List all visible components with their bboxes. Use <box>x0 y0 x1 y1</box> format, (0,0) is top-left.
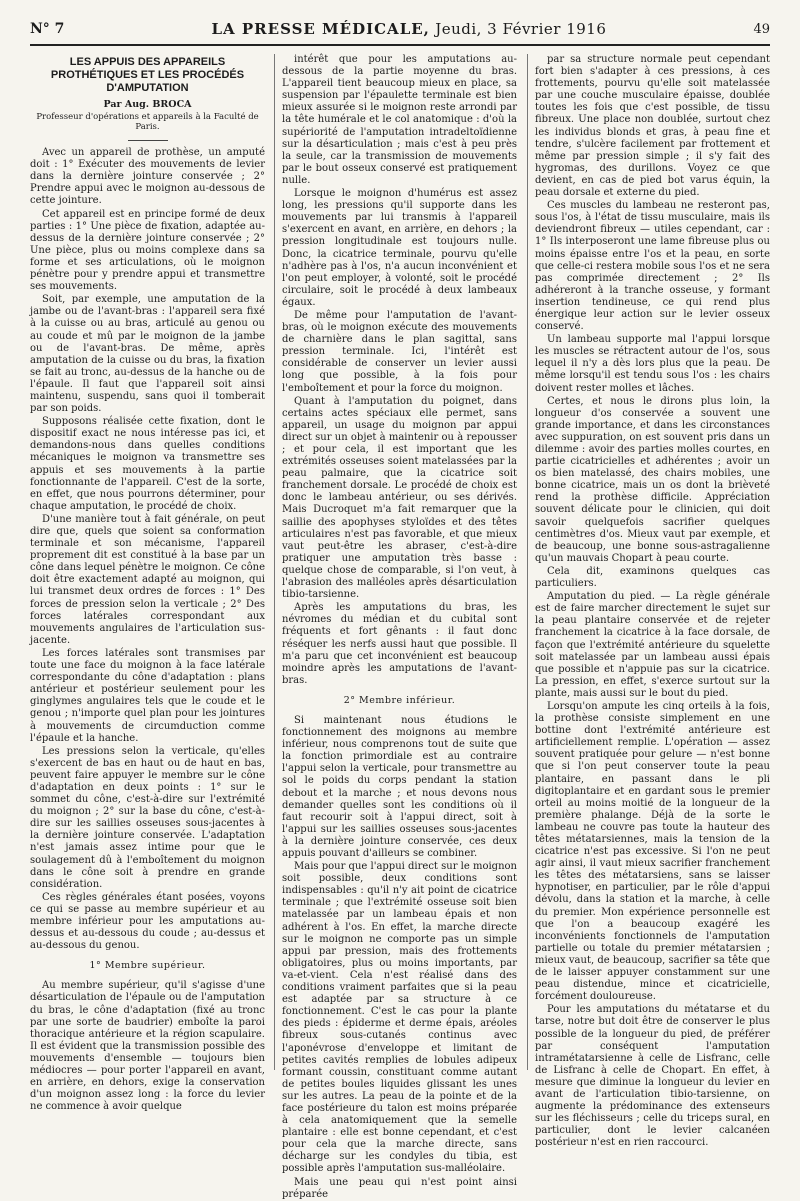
paragraph: Après les amputations du bras, les névromes du médian et du cubital sont fréquents et fort gênants : il faut donc réséquer les nerfs aussi haut que possible. Il m'a paru que cet inconvénient est beaucoup moindre après les amputations de l'avant-bras. <box>282 602 517 686</box>
paragraph: Ces muscles du lambeau ne resteront pas, sous l'os, à l'état de tissu musculaire, mais ils deviendront fibreux — utiles cependant, car : 1° Ils interposeront une lame fibreuse plus ou moins épaisse entre l'os et la peau, en sorte que celle-ci restera mobile sous l'os et ne sera pas comprimée directement ; 2° Ils adhéreront à la tranche osseuse, y formant insertion tendineuse, ce qui rend plus énergique leur action sur le levier osseux conservé. <box>535 200 770 333</box>
paragraph: D'une manière tout à fait générale, on peut dire que, quels que soient sa conformation terminale et son mécanisme, l'appareil proprement dit est constitué à la base par un cône dans lequel pénètre le moignon. Ce cône doit être exactement adapté au moignon, qui lui transmet deux ordres de forces : 1° Des forces de pression selon la verticale ; 2° Des forces latérales correspondant aux mouvements angulaires de l'articulation sus-jacente. <box>30 513 265 646</box>
issue-date: Jeudi, 3 Février 1916 <box>435 20 607 38</box>
title-separator <box>128 140 168 141</box>
paragraph: Un lambeau supporte mal l'appui lorsque les muscles se rétractent autour de l'os, sous lequel il n'y a dès lors plus que la peau. De même lorsqu'il est tendu sous l'os : les chairs doivent rester molles et lâches. <box>535 334 770 394</box>
page-header <box>30 14 770 46</box>
paragraph: Mais une peau qui n'est point ainsi préparée <box>282 1176 517 1200</box>
article-title: LES APPUIS DES APPAREILS PROTHÉTIQUES ET LES PROCÉDÉS D'AMPUTATION <box>50 56 245 94</box>
column-2 <box>282 54 517 1200</box>
paragraph: Lorsqu'on ampute les cinq orteils à la fois, la prothèse consiste simplement en une bottine dont l'extrémité antérieure est artificiellement remplie. L'opération — assez souvent pratiquée pour gelure — n'est bonne que si l'on peut conserver toute la peau plantaire, en passant dans le pli digitoplantaire et en gardant sous le premier orteil au moins moitié de la longueur de la première phalange. Déjà de la sorte le lambeau ne couvre pas toute la hauteur des têtes métatarsiennes, mais la tension de la cicatrice n'est pas excessive. Si l'on ne peut agir ainsi, il vaut mieux sacrifier franchement les têtes des métatarsiens, sans se laisser hypnotiser, en particulier, par le rôle d'appui dévolu, dans la station et la marche, à celle du premier. Mon expérience personnelle est que l'on a beaucoup exagéré les inconvénients fonctionnels de l'amputation partielle ou totale du premier métatarsien ; mieux vaut, de beaucoup, sacrifier sa tête que de le laisser appuyer constamment sur une peau distendue, mince et cicatricielle, forcément douloureuse. <box>535 700 770 1003</box>
publication-name: LA PRESSE MÉDICALE, <box>211 20 430 38</box>
column-divider <box>527 54 528 1070</box>
paragraph: Les forces latérales sont transmises par toute une face du moignon à la face latérale correspondante du cône d'adaptation : plans antérieur et postérieur seulement pour les ginglymes angulaires tels que le coude et le genou ; n'importe quel plan pour les jointures à mouvements de circumduction comme l'épaule et la hanche. <box>30 647 265 744</box>
paragraph: Les pressions selon la verticale, qu'elles s'exercent de bas en haut ou de haut en bas, peuvent faire appuyer le membre sur le cône d'adaptation en deux points : 1° sur le sommet du cône, c'est-à-dire sur l'extrémité du moignon ; 2° sur la base du cône, c'est-à-dire sur les saillies osseuses sous-jacentes à la dernière jointure conservée. L'adaptation n'est jamais assez intime pour que le soulagement dû à l'emboîtement du moignon dans le cône soit à prendre en grande considération. <box>30 745 265 890</box>
paragraph: Lorsque le moignon d'humérus est assez long, les pressions qu'il supporte dans les mouvements par lui transmis à l'appareil s'exercent en avant, en arrière, en dehors ; la pression longitudinale est toujours nulle. Donc, la cicatrice terminale, pourvu qu'elle n'adhère pas à l'os, n'a aucun inconvénient et l'on peut employer, à volonté, soit le procédé circulaire, soit le procédé à deux lambeaux égaux. <box>282 188 517 308</box>
paragraph: intérêt que pour les amputations au-dessous de la partie moyenne du bras. L'appareil tient beaucoup mieux en place, sa suspension par l'épaulette terminale est bien mieux assurée si le moignon reste arrondi par la tête humérale et le col anatomique : d'où la supériorité de l'amputation intradeltoïdienne sur la désarticulation ; mais c'est à peu près la seule, car la transmission de mouvements par le bout osseux conservé est pratiquement nulle. <box>282 54 517 186</box>
paragraph: Avec un appareil de prothèse, un amputé doit : 1° Exécuter des mouvements de levier dans la dernière jointure conservée ; 2° Prendre appui avec le moignon au-dessous de cette jointure. <box>30 147 265 207</box>
paragraph: Cela dit, examinons quelques cas particuliers. <box>535 565 770 590</box>
author-affiliation: Professeur d'opérations et appareils à la Faculté de Paris. <box>36 112 259 133</box>
paragraph: Si maintenant nous étudions le fonctionnement des moignons au membre inférieur, nous comprenons tout de suite que la fonction primordiale est au contraire l'appui selon la verticale, pour transmettre au sol le poids du corps pendant la station debout et la marche ; et nous devons nous demander quelles sont les conditions où il faut recourir soit à l'appui direct, soit à l'appui sur les saillies osseuses sous-jacentes à la dernière jointure conservée, ces deux appuis pouvant d'ailleurs se combiner. <box>282 714 517 859</box>
paragraph: Soit, par exemple, une amputation de la jambe ou de l'avant-bras : l'appareil sera fixé à la cuisse ou au bras, articulé au genou ou au coude et mû par le moignon de la jambe ou de l'avant-bras. De même, après amputation de la cuisse ou du bras, la fixation se fait au tronc, au-dessus de la hanche ou de l'épaule. Il faut que l'appareil soit ainsi maintenu, suspendu, sans quoi il tomberait par son poids. <box>30 294 265 415</box>
paragraph: Pour les amputations du métatarse et du tarse, notre but doit être de conserver le plus possible de la longueur du pied, de préférer par conséquent l'amputation intramétatarsienne à celle de Lisfranc, celle de Lisfranc à celle de Chopart. En effet, à mesure que diminue la longueur du levier en avant de l'articulation tibio-tarsienne, on augmente la prédominance des extenseurs sur les fléchisseurs ; celle du triceps sural, en particulier, dont le levier calcanéen postérieur n'est en rien raccourci. <box>535 1004 770 1149</box>
paragraph: Quant à l'amputation du poignet, dans certains actes spéciaux elle permet, sans appareil, un usage du moignon par appui direct sur un objet à maintenir ou à repousser ; et pour cela, il est important que les extrémités osseuses soient matelassées par la peau palmaire, que la cicatrice soit franchement dorsale. Le procédé de choix est donc le lambeau antérieur, ou ses dérivés. Mais Ducroquet m'a fait remarquer que la saillie des apophyses styloïdes et des têtes articulaires n'est pas favorable, et que mieux vaut peut-être les abraser, c'est-à-dire pratiquer une amputation très basse : quelque chose de comparable, si l'on veut, à l'abrasion des malléoles après désarticulation tibio-tarsienne. <box>282 395 517 601</box>
column-3 <box>535 54 770 1149</box>
paragraph: De même pour l'amputation de l'avant-bras, où le moignon exécute des mouvements de charnière dans le plan sagittal, sans pression terminale. Ici, l'intérêt est considérable de conserver un levier aussi long que possible, à la fois pour l'emboîtement et pour la force du moignon. <box>282 309 517 394</box>
paragraph: Au membre supérieur, qu'il s'agisse d'une désarticulation de l'épaule ou de l'amputation du bras, le cône d'adaptation (fixé au tronc par une sorte de baudrier) emboîte la paroi thoracique antérieure et la région scapulaire. Il est évident que la transmission possible des mouvements d'ensemble — toujours bien médiocres — pour porter l'appareil en avant, en arrière, en dehors, exige la conservation d'un moignon assez long : la force du levier ne commence à avoir quelque <box>30 980 265 1113</box>
article-columns <box>30 54 770 1200</box>
masthead <box>211 20 606 38</box>
column-divider <box>274 54 275 1070</box>
paragraph: Amputation du pied. — La règle générale est de faire marcher directement le sujet sur la peau plantaire conservée et de rejeter franchement la cicatrice à la face dorsale, de façon que l'extrémité antérieure du squelette soit matelassée par un lambeau aussi épais que possible et n'appuie pas sur la cicatrice. La pression, en effet, s'exerce surtout sur la plante, mais aussi sur le bout du pied. <box>535 591 770 699</box>
section-heading: 2° Membre inférieur. <box>343 694 456 706</box>
paragraph: Certes, et nous le dirons plus loin, la longueur d'os conservée a souvent une grande importance, et dans les circonstances avec suppuration, on est souvent pris dans un dilemme : avoir des parties molles courtes, en partie cicatricielles et adhérentes ; avoir un os bien matelassé, des chairs mobiles, une bonne cicatrice, mais un os dont la brièveté rend la prothèse difficile. Appréciation souvent délicate pour le clinicien, qui doit savoir quelquefois sacrifier quelques centimètres d'os. Mieux vaut par exemple, et de beaucoup, une bonne sous-astragalienne qu'un mauvais Chopart à peau courte. <box>535 395 770 564</box>
paragraph: Ces règles générales étant posées, voyons ce qui se passe au membre supérieur et au membre inférieur pour les amputations au-dessus et au-dessous du coude ; au-dessus et au-dessous du genou. <box>30 891 265 952</box>
paragraph: par sa structure normale peut cependant fort bien s'adapter à ces pressions, à ces frottements, pourvu qu'elle soit matelassée par une couche musculaire épaisse, doublée toutes les fois que c'est possible, de tissu fibreux. Une place non doublée, surtout chez les individus blonds et gras, à peau fine et tendre, s'ulcère facilement par frottement et même par pression simple ; il s'y fait des hygromas, des durillons. Voyez ce que devient, en cas de pied bot varus équin, la peau dorsale et externe du pied. <box>535 54 770 199</box>
article-author: Par Aug. BROCA <box>103 99 192 110</box>
section-heading: 1° Membre supérieur. <box>89 960 206 972</box>
issue-number: N° 7 <box>30 21 65 37</box>
column-1 <box>30 54 265 1113</box>
page-number: 49 <box>753 21 770 37</box>
paragraph: Cet appareil est en principe formé de deux parties : 1° Une pièce de fixation, adaptée au-dessus de la dernière jointure conservée ; 2° Une pièce, plus ou moins complexe dans sa forme et ses articulations, où le moignon pénètre pour y prendre appui et transmettre ses mouvements. <box>30 208 265 293</box>
paragraph: Supposons réalisée cette fixation, dont le dispositif exact ne nous intéresse pas ici, et demandons-nous dans quelles conditions mécaniques le moignon va transmettre ses appuis et ses mouvements à la partie fonctionnante de l'appareil. C'est de la sorte, en effet, que nous pourrons déterminer, pour chaque amputation, le procédé de choix. <box>30 416 265 512</box>
paragraph: Mais pour que l'appui direct sur le moignon soit possible, deux conditions sont indispensables : qu'il n'y ait point de cicatrice terminale ; que l'extrémité osseuse soit bien matelassée par un lambeau épais et non adhérent à l'os. En effet, la marche directe sur le moignon ne comporte pas un simple appui par pression, mais des frottements obligatoires, plus ou moins importants, par va-et-vient. Cela n'est réalisé dans des conditions vraiment parfaites que si la peau est adaptée par sa structure à ce fonctionnement. C'est le cas pour la plante des pieds : épiderme et derme épais, aréoles fibreux sous-cutanés continus avec l'aponévrose d'enveloppe et limitant de petites cavités remplies de lobules adipeux formant coussin, constituant comme autant de petites boules liquides glissant les unes sur les autres. La peau de la pointe et de la face postérieure du talon est moins préparée à cela anatomiquement que la semelle plantaire : elle est bonne cependant, et c'est pour cela que la marche directe, sans décharge sur les condyles du tibia, est possible après l'amputation sus-malléolaire. <box>282 861 517 1175</box>
